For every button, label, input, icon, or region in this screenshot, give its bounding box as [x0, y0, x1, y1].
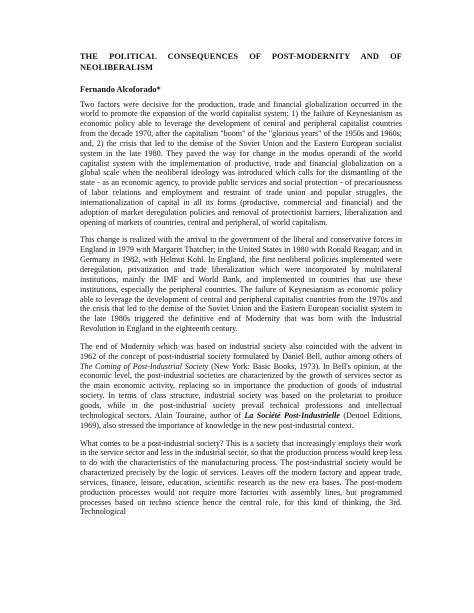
book-title-coming-of-post-industrial-society: The Coming of Post-Industrial Society [80, 361, 209, 371]
paragraph-3-text-a: The end of Modernity which was based on industrial society also coincided with the advent in 1962 of the concept of post-industrial society formulated by Daniel Bell, author among others of [80, 341, 402, 361]
paragraph-4: What comes to be a post-industrial society? This is a society that increasingly employs their work in the service sector and less in the industrial sector, so that the production process would keep less to do with the characteristics of the manufacturing process. The post-industrial society would be characterized precisely by the logic of services. Leaves off the modern factory and appear trade, services, finance, leisure, education, scientific research as the new era bases. The post-modern production processes would not require more factories with assembly lines, but programmed processes based on techno science hence the central role, for this kind of thinking, the 3rd. Technological [80, 438, 402, 517]
book-title-la-societe-post-industrielle: La Société Post-Industrielle [244, 410, 340, 420]
paragraph-3-text-c: (Denoel Editions, 1969), also stressed the importance of knowledge in the new post-industrial context. [80, 410, 402, 430]
paragraph-3-text-b: (New York: Basic Books, 1973). In Bell's opinion, at the economic level, the post-industrial societies are characterized by the growth of services sector as the main economic activity, replacing so in importance the production of goods of industrial society. In terms of class structure, industrial society was based on the proletariat to produce goods, while in the post-industrial society prevail technical professions and intellectual technological sectors. Alain Touraine, author of [80, 361, 403, 420]
paragraph-2: This change is realized with the arrival to the government of the liberal and conservative forces in England in 1979 with Margaret Thatcher; in the United States in 1980 with Ronald Reagan; and in Germany in 1982, with Helmut Kohl. In England, the first neoliberal policies implemented were deregulation, privatization and trade liberalization which were incorporated by multilateral institutions, mainly the IMF and World Bank, and implemented in countries that use these institutions, especially the peripheral countries. The failure of Keynesianism as economic policy able to leverage the development of central and peripheral capitalist countries from the 1970s and the crisis that led to the demise of the Soviet Union and the Eastern European socialist system in the late 1980s triggered the definitive end of Modernity that was born with the Industrial Revolution in England in the eighteenth century. [80, 235, 402, 334]
document-title: THE POLITICAL CONSEQUENCES OF POST-MODERNITY AND OF NEOLIBERALISM [80, 52, 402, 72]
document-page [80, 52, 402, 525]
paragraph-1: Two factors were decisive for the production, trade and financial globalization occurred in the world to promote the expansion of the world capitalist system: 1) the failure of Keynesianism as economic policy able to leverage the development of central and peripheral capitalist countries from the decade 1970, after the capitalism "boom" of the "glorious years" of the 1950s and 1960s; and, 2) the crisis that led to the demise of the Soviet Union and the Eastern European socialist system in the late 1980. They paved the way for change in the modus operandi of the world capitalist system with the implementation of productive, trade and financial globalization on a global scale when the neoliberal ideology was introduced which calls for the dismantling of the state - as an economic agency, to provide public services and social protection - of precariousness of labor relations and employment and restraint of trade union and popular struggles, the internationalization of capital in all its forms (productive, commercial and financial) and the adoption of market deregulation policies and removal of protectionist barriers, liberalization and opening of markets of countries, central and peripheral, of world capitalism. [80, 99, 402, 227]
author-name: Fernando Alcoforado* [80, 85, 161, 94]
paragraph-3 [80, 342, 402, 431]
